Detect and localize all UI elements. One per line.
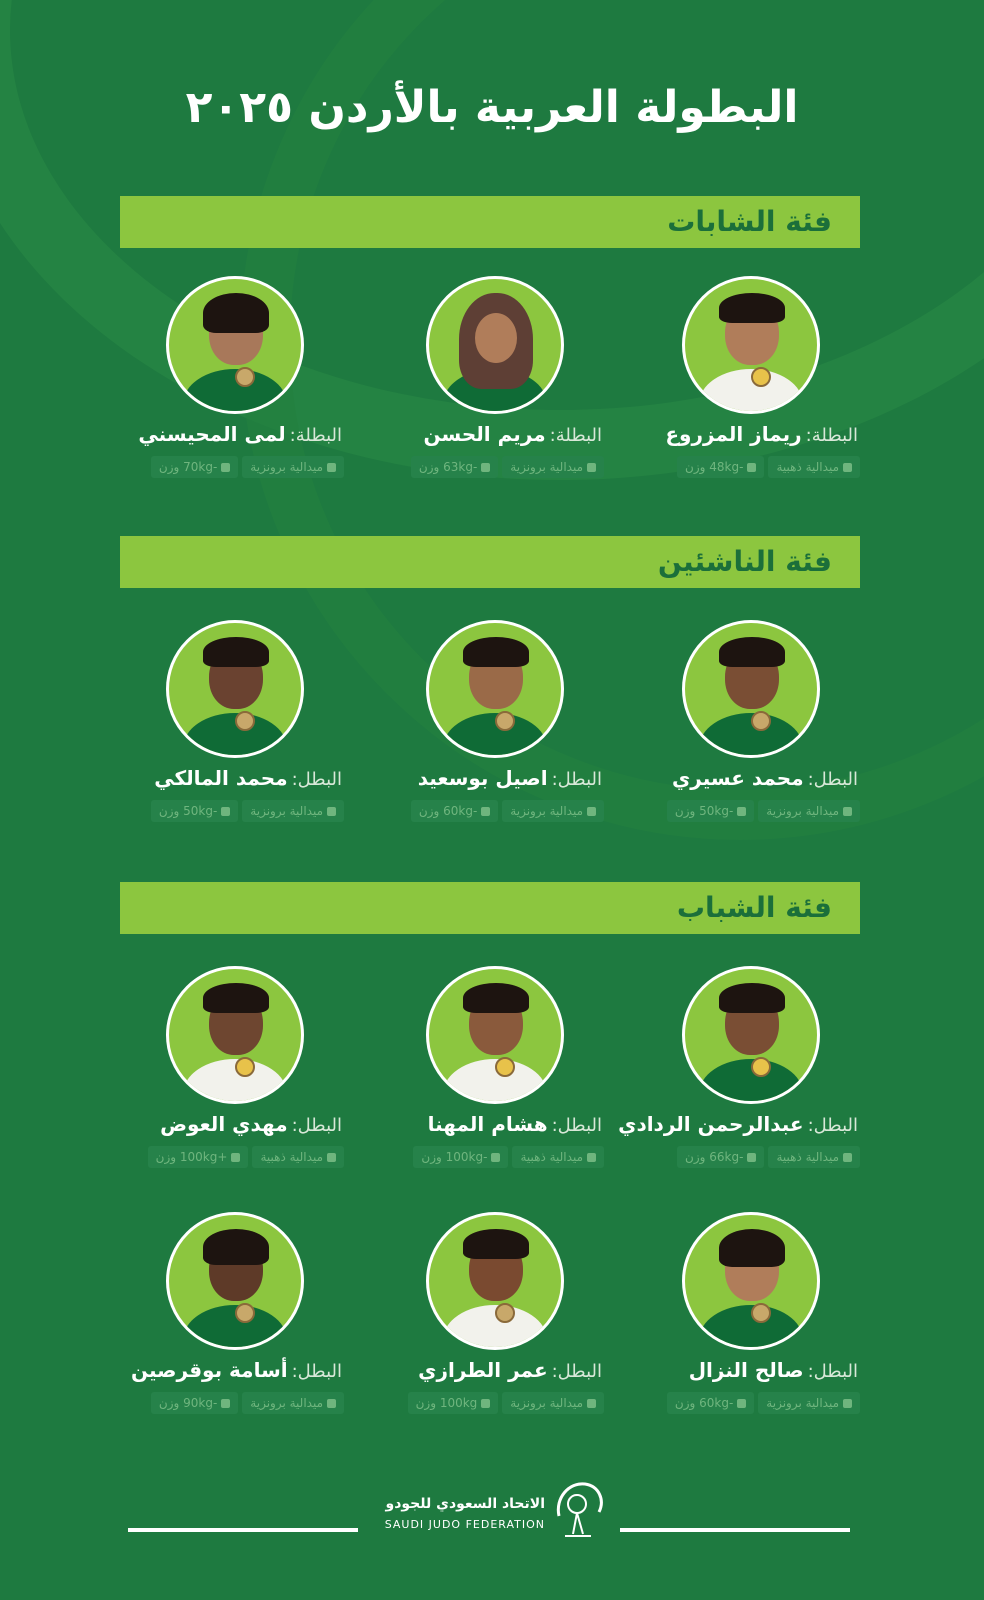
footer-divider-left — [128, 1528, 358, 1532]
scale-icon — [491, 1153, 500, 1162]
medal-badge: ميدالية برونزية — [242, 800, 344, 822]
athlete-card — [120, 966, 350, 1186]
weight-badge: -60kg وزن — [411, 800, 498, 822]
athlete-photo — [426, 620, 564, 758]
medal-badge: ميدالية ذهبية — [252, 1146, 344, 1168]
athlete-photo — [166, 1212, 304, 1350]
medal-icon — [843, 1399, 852, 1408]
athlete-badges — [411, 800, 604, 822]
athlete-photo — [166, 966, 304, 1104]
weight-badge: -48kg وزن — [677, 456, 764, 478]
weight-badge: -50kg وزن — [151, 800, 238, 822]
athlete-photo — [682, 966, 820, 1104]
athlete-name-line: البطلة:ريماز المزروع — [665, 422, 858, 446]
medal-badge: ميدالية برونزية — [242, 1392, 344, 1414]
weight-badge: -50kg وزن — [667, 800, 754, 822]
scale-icon — [221, 463, 230, 472]
athlete-badges — [151, 456, 344, 478]
athlete-badges — [667, 1392, 860, 1414]
athlete-name-line: البطل:مهدي العوض — [160, 1112, 342, 1136]
athlete-card — [120, 620, 350, 840]
medal-badge: ميدالية برونزية — [758, 800, 860, 822]
medal-icon — [587, 807, 596, 816]
medal-icon — [843, 1153, 852, 1162]
scale-icon — [747, 1153, 756, 1162]
athlete-badges — [148, 1146, 344, 1168]
athlete-name-line: البطلة:لمى المحيسني — [138, 422, 342, 446]
athlete-name-line: البطل:عبدالرحمن الردادي — [618, 1112, 858, 1136]
athlete-card — [636, 276, 866, 496]
weight-badge: -66kg وزن — [677, 1146, 764, 1168]
medal-badge: ميدالية ذهبية — [768, 456, 860, 478]
federation-name-en: SAUDI JUDO FEDERATION — [384, 1518, 545, 1531]
athlete-name-line: البطل:اصيل بوسعيد — [417, 766, 602, 790]
athlete-badges — [151, 1392, 344, 1414]
medal-badge: ميدالية برونزية — [242, 456, 344, 478]
weight-badge: -90kg وزن — [151, 1392, 238, 1414]
scale-icon — [481, 463, 490, 472]
medal-icon — [587, 463, 596, 472]
athlete-badges — [408, 1392, 604, 1414]
athlete-badges — [151, 800, 344, 822]
athlete-name-line: البطلة:مريم الحسن — [423, 422, 602, 446]
scale-icon — [747, 463, 756, 472]
athlete-badges — [677, 456, 860, 478]
athlete-photo — [166, 620, 304, 758]
athlete-card — [380, 620, 610, 840]
athlete-name-line: البطل:أسامة بوقرصين — [131, 1358, 342, 1382]
athlete-photo — [682, 276, 820, 414]
athlete-name-line: البطل:محمد المالكي — [154, 766, 342, 790]
footer-divider-right — [620, 1528, 850, 1532]
scale-icon — [221, 1399, 230, 1408]
athlete-photo — [426, 276, 564, 414]
section-header-juniors: فئة الناشئين — [120, 536, 860, 588]
scale-icon — [231, 1153, 240, 1162]
athlete-badges — [667, 800, 860, 822]
medal-icon — [327, 463, 336, 472]
medal-icon — [843, 463, 852, 472]
medal-icon — [327, 807, 336, 816]
athlete-card — [380, 966, 610, 1186]
medal-badge: ميدالية برونزية — [502, 1392, 604, 1414]
athlete-card — [618, 966, 866, 1186]
athlete-name-line: البطل:محمد عسيري — [671, 766, 858, 790]
athlete-badges — [677, 1146, 860, 1168]
scale-icon — [481, 1399, 490, 1408]
medal-badge: ميدالية ذهبية — [768, 1146, 860, 1168]
medal-badge: ميدالية برونزية — [502, 800, 604, 822]
athlete-card — [380, 276, 610, 496]
athlete-badges — [413, 1146, 604, 1168]
athlete-card — [636, 1212, 866, 1432]
athlete-card — [120, 1212, 350, 1432]
judo-emblem-icon — [551, 1478, 605, 1540]
section-header-youth: فئة الشباب — [120, 882, 860, 934]
athlete-badges — [411, 456, 604, 478]
weight-badge: -100kg وزن — [413, 1146, 508, 1168]
scale-icon — [481, 807, 490, 816]
federation-logo — [384, 1478, 605, 1548]
athlete-photo — [426, 966, 564, 1104]
weight-badge: 100kg وزن — [408, 1392, 499, 1414]
weight-badge: -60kg وزن — [667, 1392, 754, 1414]
athlete-photo — [426, 1212, 564, 1350]
athlete-card — [636, 620, 866, 840]
athlete-name-line: البطل:عمر الطرازي — [418, 1358, 602, 1382]
federation-name-ar: الاتحاد السعودي للجودو — [385, 1496, 545, 1512]
athlete-photo — [166, 276, 304, 414]
athlete-name-line: البطل:هشام المهنا — [427, 1112, 602, 1136]
athlete-card — [120, 276, 350, 496]
medal-icon — [327, 1399, 336, 1408]
athlete-photo — [682, 1212, 820, 1350]
medal-icon — [587, 1153, 596, 1162]
weight-badge: -63kg وزن — [411, 456, 498, 478]
scale-icon — [737, 807, 746, 816]
athlete-photo — [682, 620, 820, 758]
medal-icon — [843, 807, 852, 816]
medal-icon — [587, 1399, 596, 1408]
page-title: البطولة العربية بالأردن ٢٠٢٥ — [185, 82, 799, 133]
athlete-name-line: البطل:صالح النزال — [688, 1358, 858, 1382]
scale-icon — [221, 807, 230, 816]
weight-badge: -70kg وزن — [151, 456, 238, 478]
medal-badge: ميدالية برونزية — [502, 456, 604, 478]
scale-icon — [737, 1399, 746, 1408]
weight-badge: +100kg وزن — [148, 1146, 249, 1168]
section-header-girls: فئة الشابات — [120, 196, 860, 248]
athlete-card — [380, 1212, 610, 1432]
medal-badge: ميدالية برونزية — [758, 1392, 860, 1414]
medal-badge: ميدالية ذهبية — [512, 1146, 604, 1168]
medal-icon — [327, 1153, 336, 1162]
